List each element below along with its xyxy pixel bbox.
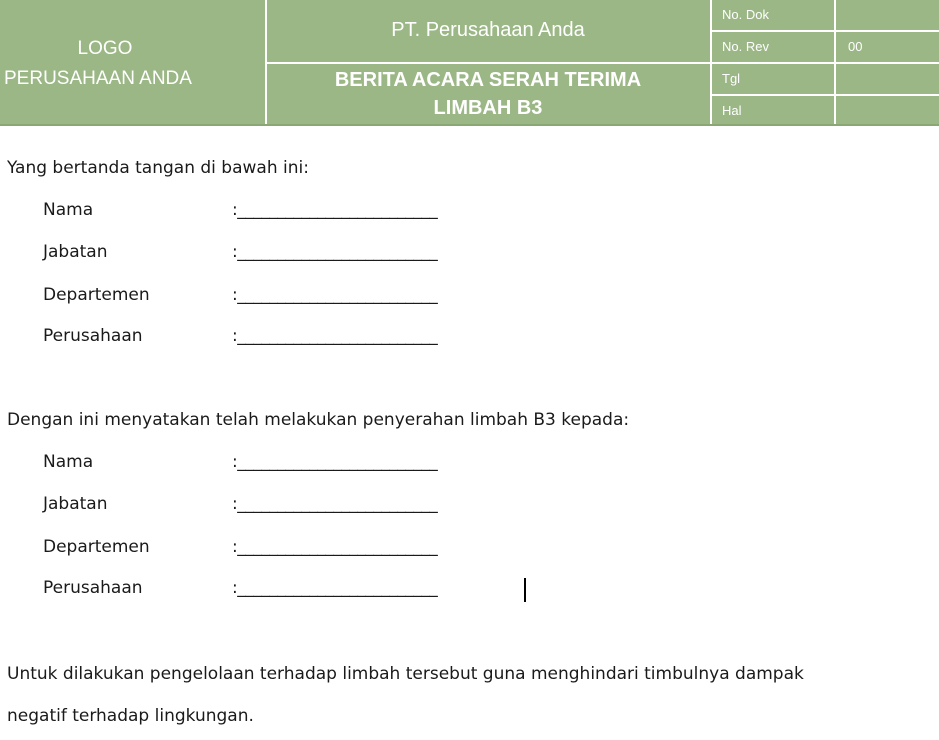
header-divider bbox=[265, 62, 712, 64]
field-label-perusahaan: Perusahaan bbox=[43, 578, 143, 598]
header-divider bbox=[710, 94, 939, 96]
header-divider bbox=[710, 30, 939, 32]
field-label-nama: Nama bbox=[43, 452, 94, 472]
field-input-nama[interactable]: :_________________________ bbox=[232, 200, 438, 220]
header-divider bbox=[710, 62, 939, 64]
document-title-line: LIMBAH B3 bbox=[433, 97, 543, 119]
meta-label-tgl: Tgl bbox=[722, 71, 741, 86]
meta-label-no-rev: No. Rev bbox=[722, 39, 769, 54]
meta-value-no-rev: 00 bbox=[848, 39, 863, 54]
closing-text: negatif terhadap lingkungan. bbox=[7, 706, 254, 726]
field-input-jabatan[interactable]: :_________________________ bbox=[232, 494, 438, 514]
field-label-jabatan: Jabatan bbox=[43, 242, 108, 262]
field-label-departemen: Departemen bbox=[43, 537, 150, 557]
field-label-perusahaan: Perusahaan bbox=[43, 326, 143, 346]
section1-intro: Yang bertanda tangan di bawah ini: bbox=[7, 158, 309, 178]
document-title bbox=[268, 66, 708, 122]
meta-label-no-dok: No. Dok bbox=[722, 7, 769, 22]
field-input-nama[interactable]: :_________________________ bbox=[232, 452, 438, 472]
logo-text: LOGO bbox=[77, 38, 133, 59]
document-header bbox=[0, 0, 939, 126]
field-input-departemen[interactable]: :_________________________ bbox=[232, 537, 438, 557]
company-name: PT. Perusahaan Anda bbox=[391, 19, 585, 41]
document-title-line: BERITA ACARA SERAH TERIMA bbox=[334, 69, 642, 91]
field-label-departemen: Departemen bbox=[43, 285, 150, 305]
logo-text: PERUSAHAAN ANDA bbox=[4, 68, 192, 89]
field-input-departemen[interactable]: :_________________________ bbox=[232, 285, 438, 305]
meta-label-hal: Hal bbox=[722, 103, 742, 118]
field-input-jabatan[interactable]: :_________________________ bbox=[232, 242, 438, 262]
field-label-nama: Nama bbox=[43, 200, 94, 220]
closing-text: Untuk dilakukan pengelolaan terhadap limbah tersebut guna menghindari timbulnya dampak bbox=[7, 664, 804, 684]
section2-intro: Dengan ini menyatakan telah melakukan penyerahan limbah B3 kepada: bbox=[7, 410, 630, 430]
field-label-jabatan: Jabatan bbox=[43, 494, 108, 514]
field-input-perusahaan[interactable]: :_________________________ bbox=[232, 578, 438, 598]
text-cursor bbox=[524, 578, 526, 602]
field-input-perusahaan[interactable]: :_________________________ bbox=[232, 326, 438, 346]
